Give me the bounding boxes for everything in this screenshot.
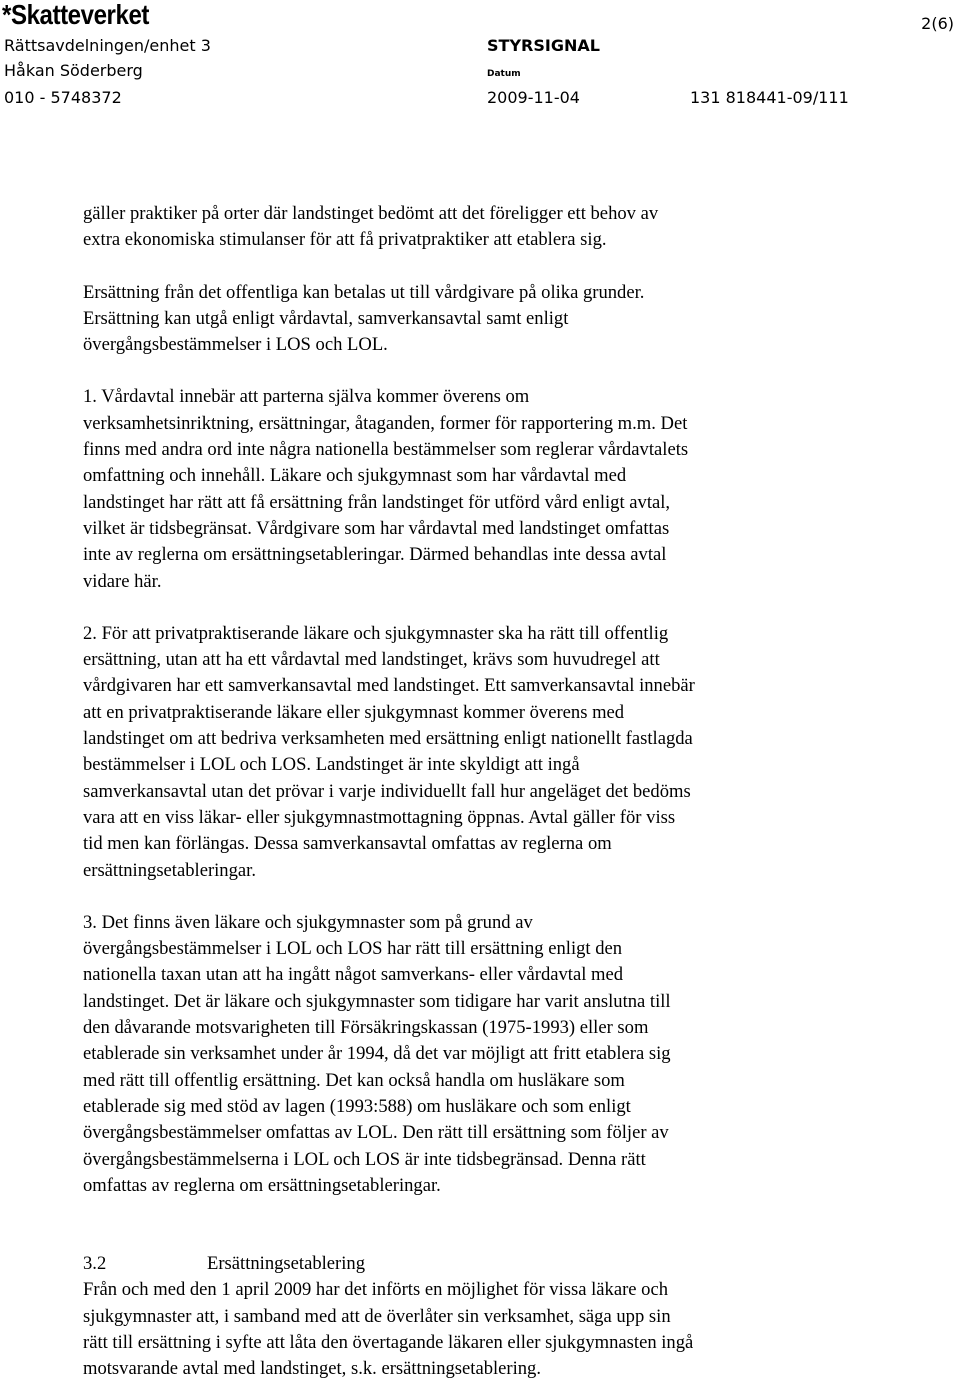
registration-number: 131 818441-09/111 [690, 88, 849, 107]
section-heading [83, 1251, 943, 1277]
document-date: 2009-11-04 [487, 88, 580, 107]
paragraph-6: Från och med den 1 april 2009 har det införts en möjlighet för vissa läkare och sjukgymnaster att, i samband med att de överlåter sin verksamhet, säga upp sin rätt till ersättning i syfte att låta den övertagande läkaren eller sjukgymnasten ingå motsvarande avtal med landstinget, s.k. ersättningsetablering. [83, 1279, 694, 1380]
paragraph-1: gäller praktiker på orter där landstinget bedömt att det föreligger ett behov av extra ekonomiska stimulanser för att få privatpraktiker att etablera sig. [83, 203, 659, 251]
section-title: Ersättningsetablering [207, 1253, 366, 1275]
paragraph-5: 3. Det finns även läkare och sjukgymnaster som på grund av övergångsbestämmelser i LOL och LOS har rätt till ersättning enligt den nationella taxan utan att ha ingått något samverkans- eller vårdavtal med landstinget. Det är läkare och sjukgymnaster som tidigare har varit anslutna till den dåvarande motsvarigheten till Försäkringskassan (1975-1993) eller som etablerade sin verksamhet under år 1994, då det var möjligt att fritt etablera sig med rätt till offentlig ersättning. Det kan också handla om husläkare som etablerade sig med stöd av lagen (1993:588) om husläkare och som enligt övergångsbestämmelser omfattas av LOL. Den rätt till ersättning som följer av övergångsbestämmelserna i LOL och LOS är inte tidsbegränsad. Denna rätt omfattas av reglerna om ersättningsetableringar. [83, 911, 671, 1196]
skatteverket-logo: *Skatteverket [2, 0, 150, 30]
date-label: Datum [487, 69, 521, 79]
paragraph-2: Ersättning från det offentliga kan betalas ut till vårdgivare på olika grunder. Ersättning kan utgå enligt vårdavtal, samverkansavtal samt enligt övergångsbestämmelser i LOS och LOL. [83, 281, 645, 356]
page-number: 2(6) [921, 14, 954, 33]
paragraph-4: 2. För att privatpraktiserande läkare och sjukgymnaster ska ha rätt till offentlig ersättning, utan att ha ett vårdavtal med landstinget, krävs som huvudregel att vårdgivaren har ett samverkansavtal med landstinget. Ett samverkansavtal innebär att en privatpraktiserande läkare eller sjukgymnast kommer överens med landstinget om att bedriva verksamheten med ersättning enligt nationellt fastlagda bestämmelser i LOL och LOS. Landstinget är inte skyldigt att ingå samverkansavtal utan det prövar i varje individuellt fall hur angeläget det bedöms vara att en viss läkar- eller sjukgymnastmottagning öppnas. Avtal gäller för viss tid men kan förlängas. Dessa samverkansavtal omfattas av reglerna om ersättningsetableringar. [83, 622, 695, 881]
document-type: STYRSIGNAL [487, 36, 600, 55]
author-name: Håkan Söderberg [4, 61, 143, 80]
section-number: 3.2 [83, 1253, 107, 1275]
department-unit: Rättsavdelningen/enhet 3 [4, 36, 211, 55]
document-body [83, 201, 943, 1383]
paragraph-3: 1. Vårdavtal innebär att parterna själva kommer överens om verksamhetsinriktning, ersättningar, åtaganden, former för rapportering m.m. Det finns med andra ord inte några nationella bestämmelser som reglerar vårdavtalets omfattning och innehåll. Läkare och sjukgymnast som har vårdavtal med landstinget har rätt att få ersättning från landstinget för utförd vård enligt avtal, vilket är tidsbegränsat. Vårdgivare som har vårdavtal med landstinget omfattas inte av reglerna om ersättningsetableringar. Därmed behandlas inte dessa avtal vidare här. [83, 386, 689, 592]
document-header [0, 0, 960, 110]
phone-number: 010 - 5748372 [4, 88, 122, 107]
